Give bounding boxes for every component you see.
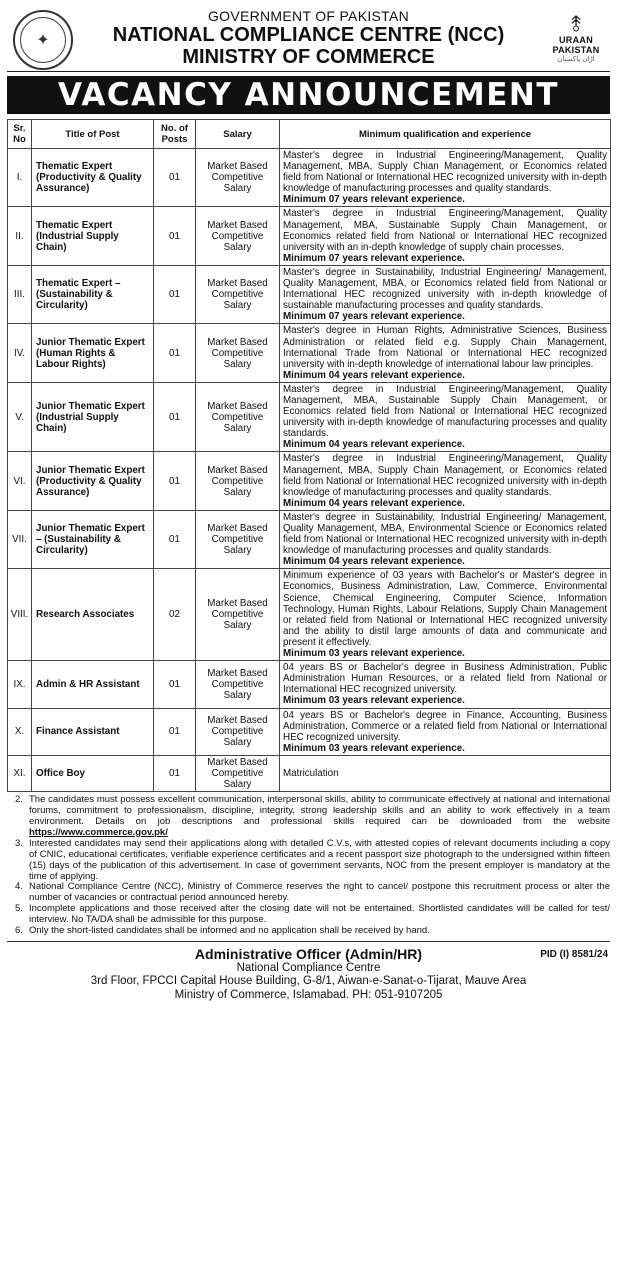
experience-requirement: Minimum 04 years relevant experience. bbox=[283, 556, 465, 568]
table-body bbox=[8, 149, 611, 792]
row-posts-count: 01 bbox=[154, 265, 196, 323]
note-item bbox=[7, 904, 610, 926]
row-posts-count: 01 bbox=[154, 661, 196, 708]
row-qualification bbox=[280, 510, 611, 568]
experience-requirement: Minimum 04 years relevant experience. bbox=[283, 497, 465, 509]
row-posts-count: 02 bbox=[154, 569, 196, 661]
header-qualification: Minimum qualification and experience bbox=[280, 120, 611, 149]
table-row bbox=[8, 755, 611, 791]
row-sr-no: IV. bbox=[8, 324, 32, 382]
note-number: 6. bbox=[15, 925, 23, 937]
table-row bbox=[8, 207, 611, 265]
uraan-pakistan-logo bbox=[544, 13, 608, 64]
row-sr-no: IX. bbox=[8, 661, 32, 708]
row-qualification bbox=[280, 452, 611, 510]
qualification-text: Master's degree in Sustainability, Industrial Engineering/ Management, Quality Management, MBA, Environmental Science or Economics related field from National or International HEC recognized university with in-depth knowledge of manufacturing processes and quality standards. bbox=[283, 511, 607, 557]
row-post-title: Junior Thematic Expert (Productivity & Quality Assurance) bbox=[32, 452, 154, 510]
row-sr-no: XI. bbox=[8, 755, 32, 791]
table-row bbox=[8, 265, 611, 323]
table-header-row bbox=[8, 120, 611, 149]
row-salary: Market Based Competitive Salary bbox=[196, 207, 280, 265]
note-text: Incomplete applications and those received after the closing date will not be entertained. Shortlisted candidates will be called for test/ interview. No TA/DA shall be admissible for this purpose. bbox=[29, 903, 610, 926]
row-sr-no: III. bbox=[8, 265, 32, 323]
note-item bbox=[7, 926, 610, 937]
experience-requirement: Minimum 07 years relevant experience. bbox=[283, 311, 465, 323]
row-posts-count: 01 bbox=[154, 382, 196, 452]
row-qualification bbox=[280, 149, 611, 207]
row-posts-count: 01 bbox=[154, 708, 196, 755]
row-post-title: Admin & HR Assistant bbox=[32, 661, 154, 708]
table-row bbox=[8, 661, 611, 708]
note-number: 2. bbox=[15, 794, 23, 806]
vacancy-table bbox=[7, 119, 611, 792]
note-number: 3. bbox=[15, 837, 23, 849]
row-sr-no: X. bbox=[8, 708, 32, 755]
row-salary: Market Based Competitive Salary bbox=[196, 661, 280, 708]
row-salary: Market Based Competitive Salary bbox=[196, 755, 280, 791]
row-post-title: Thematic Expert (Industrial Supply Chain) bbox=[32, 207, 154, 265]
row-salary: Market Based Competitive Salary bbox=[196, 382, 280, 452]
note-text-wrap bbox=[29, 882, 610, 904]
row-sr-no: VI. bbox=[8, 452, 32, 510]
note-text-wrap bbox=[29, 926, 610, 937]
row-qualification bbox=[280, 755, 611, 791]
footer bbox=[7, 941, 610, 1003]
row-salary: Market Based Competitive Salary bbox=[196, 452, 280, 510]
qualification-text: Master's degree in Industrial Engineering/Management, Quality Management, MBA, Supply Chain Management, or Economics related field from National or International HEC recognized university with in-depth knowledge of manufacturing processes and quality standards. bbox=[283, 453, 607, 498]
notes bbox=[7, 795, 610, 937]
header-salary: Salary bbox=[196, 120, 280, 149]
row-salary: Market Based Competitive Salary bbox=[196, 569, 280, 661]
row-salary: Market Based Competitive Salary bbox=[196, 265, 280, 323]
qualification-text: Matriculation bbox=[283, 767, 339, 779]
table-row bbox=[8, 382, 611, 452]
experience-requirement: Minimum 04 years relevant experience. bbox=[283, 439, 465, 451]
table-row bbox=[8, 149, 611, 207]
government-emblem-icon: ✦ bbox=[13, 10, 73, 70]
footer-ministry-phone: Ministry of Commerce, Islamabad. PH: 051-9107205 bbox=[174, 988, 443, 1001]
table-row bbox=[8, 452, 611, 510]
qualification-text: Master's degree in Industrial Engineering/Management, Quality Management, MBA, Supply Chian Management, or Economics related field from National or International HEC recognized university with in-depth knowledge of manufacturing processes and quality standards. bbox=[283, 150, 607, 195]
qualification-text: Minimum experience of 03 years with Bachelor's or Master's degree in Economics, Business Administration, Law, Commerce, Environmental Science, Chemical Engineering, Computer Science, Information Technology, Human Rights, Labour Relations, Supply Chain Management or related field from National or International HEC recognized university and the ability to distil large amounts of data and communicate and present it effectively. bbox=[283, 570, 607, 648]
row-sr-no: V. bbox=[8, 382, 32, 452]
note-text: Interested candidates may send their applications along with detailed C.V.s, with attested copies of relevant documents including a copy of CNIC, educational certificates, verifiable experience certificates and a recent passport size photograph to the undersigned within fifteen (15) days of the publication of this advertisement. In case of government servants, NOC from the present employer is mandatory at the time of applying. bbox=[29, 837, 610, 882]
row-sr-no: VII. bbox=[8, 510, 32, 568]
experience-requirement: Minimum 03 years relevant experience. bbox=[283, 742, 465, 754]
row-posts-count: 01 bbox=[154, 755, 196, 791]
note-text-wrap bbox=[29, 904, 610, 926]
note-text: National Compliance Centre (NCC), Ministry of Commerce reserves the right to cancel/ postpone this recruitment process or alter the number of vacancies or contractual period announced hereby. bbox=[29, 881, 610, 904]
uraan-logo-name: URAAN PAKISTAN bbox=[552, 35, 600, 55]
uraan-logo-sub: اڑان پاکستان bbox=[557, 56, 595, 63]
note-text: The candidates must possess excellent communication, interpersonal skills, ability to communicate effectively at national and international forums, commitment to professionalism, discipline, integrity, strong leadership skills and an ability to work effectively in a team environment. Details on job descriptions and professional skills required can be downloaded from the website bbox=[29, 794, 610, 827]
row-post-title: Office Boy bbox=[32, 755, 154, 791]
row-post-title: Junior Thematic Expert – (Sustainability & Circularity) bbox=[32, 510, 154, 568]
header-text bbox=[77, 7, 540, 68]
qualification-text: Master's degree in Human Rights, Administrative Sciences, Business Administration or related field e.g. Supply Chain Management, International Trade from National or International HEC recognized university with in-depth knowledge of international labour law principles. bbox=[283, 325, 607, 370]
note-item bbox=[7, 882, 610, 904]
experience-requirement: Minimum 03 years relevant experience. bbox=[283, 695, 465, 707]
header-title-of-post: Title of Post bbox=[32, 120, 154, 149]
header bbox=[7, 7, 610, 72]
row-posts-count: 01 bbox=[154, 452, 196, 510]
row-salary: Market Based Competitive Salary bbox=[196, 149, 280, 207]
experience-requirement: Minimum 04 years relevant experience. bbox=[283, 369, 465, 381]
qualification-text: Master's degree in Sustainability, Industrial Engineering/ Management, Quality Management, MBA, or Economics related field from National or International HEC recognized university with in-depth knowledge of sustainable manufacturing processes and quality standards. bbox=[283, 266, 607, 312]
note-number: 4. bbox=[15, 881, 23, 893]
government-title: GOVERNMENT OF PAKISTAN bbox=[207, 8, 410, 24]
row-posts-count: 01 bbox=[154, 324, 196, 382]
ministry-title: MINISTRY OF COMMERCE bbox=[182, 46, 435, 68]
footer-address: 3rd Floor, FPCCI Capital House Building, G-8/1, Aiwan-e-Sanat-o-Tijarat, Mauve Area bbox=[90, 975, 527, 988]
commerce-website-link[interactable]: https://www.commerce.gov.pk/ bbox=[29, 826, 168, 838]
qualification-text: 04 years BS or Bachelor's degree in Finance, Accounting, Business Administration, Commerce or a related field from National or International HEC recognized university. bbox=[283, 709, 607, 743]
vacancy-banner: VACANCY ANNOUNCEMENT bbox=[7, 76, 610, 114]
row-post-title: Junior Thematic Expert (Industrial Supply Chain) bbox=[32, 382, 154, 452]
row-posts-count: 01 bbox=[154, 510, 196, 568]
row-salary: Market Based Competitive Salary bbox=[196, 708, 280, 755]
qualification-text: Master's degree in Industrial Engineering/Management, Quality Management, MBA, Sustainable Supply Chain Management, or Economics related field from National or International HEC recognized university with in-depth knowledge of manufacturing processes and quality standards. bbox=[283, 383, 607, 440]
officer-title: Administrative Officer (Admin/HR) bbox=[194, 945, 423, 962]
header-no-of-posts: No. of Posts bbox=[154, 120, 196, 149]
table-row bbox=[8, 708, 611, 755]
row-salary: Market Based Competitive Salary bbox=[196, 510, 280, 568]
row-qualification bbox=[280, 265, 611, 323]
note-text-wrap bbox=[29, 795, 610, 839]
table-row bbox=[8, 510, 611, 568]
row-salary: Market Based Competitive Salary bbox=[196, 324, 280, 382]
footer-centre: National Compliance Centre bbox=[236, 961, 381, 974]
row-post-title: Thematic Expert (Productivity & Quality Assurance) bbox=[32, 149, 154, 207]
row-sr-no: II. bbox=[8, 207, 32, 265]
note-text-wrap bbox=[29, 839, 610, 883]
uraan-bird-icon: ⥉ bbox=[570, 11, 582, 36]
row-qualification bbox=[280, 569, 611, 661]
vacancy-advertisement bbox=[7, 7, 610, 1002]
row-post-title: Junior Thematic Expert (Human Rights & Labour Rights) bbox=[32, 324, 154, 382]
row-qualification bbox=[280, 708, 611, 755]
qualification-text: Master's degree in Industrial Engineering/Management, Quality Management, MBA, Sustainable Supply Chain Management, or Economics related field from National or International HEC recognized university with an in-depth knowledge of supply chain processes. bbox=[283, 208, 607, 253]
row-sr-no: I. bbox=[8, 149, 32, 207]
row-post-title: Finance Assistant bbox=[32, 708, 154, 755]
row-posts-count: 01 bbox=[154, 149, 196, 207]
experience-requirement: Minimum 03 years relevant experience. bbox=[283, 648, 465, 660]
note-text: Only the short-listed candidates shall be informed and no application shall be received by hand. bbox=[29, 925, 430, 937]
qualification-text: 04 years BS or Bachelor's degree in Business Administration, Public Administration Human Resources, or a related field from National or International HEC recognized university. bbox=[283, 662, 607, 696]
row-post-title: Research Associates bbox=[32, 569, 154, 661]
row-qualification bbox=[280, 207, 611, 265]
row-qualification bbox=[280, 661, 611, 708]
row-sr-no: VIII. bbox=[8, 569, 32, 661]
experience-requirement: Minimum 07 years relevant experience. bbox=[283, 252, 465, 264]
note-number: 5. bbox=[15, 903, 23, 915]
note-item bbox=[7, 839, 610, 883]
header-sr-no: Sr. No bbox=[8, 120, 32, 149]
row-post-title: Thematic Expert – (Sustainability & Circularity) bbox=[32, 265, 154, 323]
row-qualification bbox=[280, 382, 611, 452]
row-posts-count: 01 bbox=[154, 207, 196, 265]
note-item bbox=[7, 795, 610, 839]
centre-title: NATIONAL COMPLIANCE CENTRE (NCC) bbox=[112, 24, 505, 46]
table-row bbox=[8, 324, 611, 382]
table-row bbox=[8, 569, 611, 661]
row-qualification bbox=[280, 324, 611, 382]
experience-requirement: Minimum 07 years relevant experience. bbox=[283, 194, 465, 206]
pid-number: PID (I) 8581/24 bbox=[540, 948, 608, 960]
